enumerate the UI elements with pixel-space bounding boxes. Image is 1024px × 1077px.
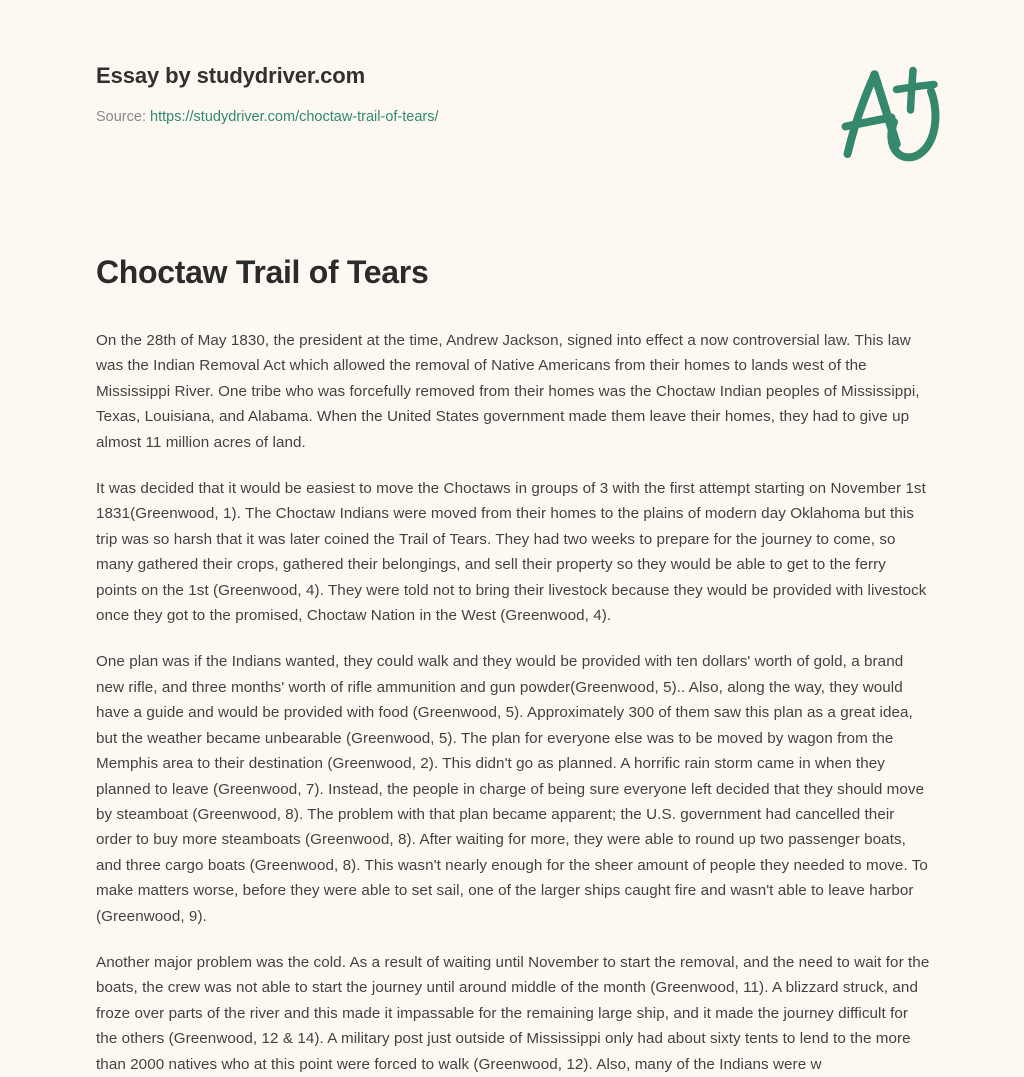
source-label: Source:: [96, 109, 146, 125]
paragraph: Another major problem was the cold. As a result of waiting until November to start the removal, and the need to wait for the boats, the crew was not able to start the journey until around middle of the month (Greenwood, 11). A blizzard struck, and froze over parts of the river and this made it impassable for the remaining large ship, and it made the journey difficult for the others (Greenwood, 12 & 14). A military post just outside of Mississippi only had about sixty tents to lend to the more than 2000 natives who at this point were forced to walk (Greenwood, 12). Also, many of the Indians were w: [96, 953, 930, 1073]
article-body: [96, 328, 930, 1077]
paragraph: It was decided that it would be easiest to move the Choctaws in groups of 3 with the first attempt starting on November 1st 1831(Greenwood, 1). The Choctaw Indians were moved from their homes to the plains of modern day Oklahoma but this trip was so harsh that it was later coined the Trail of Tears. They had two weeks to prepare for the journey to come, so many gathered their crops, gathered their belongings, and sell their property so they would be able to get to the ferry points on the 1st (Greenwood, 4). They were told not to bring their livestock because they would be provided with livestock once they got to the promised, Choctaw Nation in the West (Greenwood, 4).: [96, 480, 927, 625]
article: [96, 252, 930, 1077]
paragraph: On the 28th of May 1830, the president at the time, Andrew Jackson, signed into effect a now controversial law. This law was the Indian Removal Act which allowed the removal of Native Americans from their homes to lands west of the Mississippi River. One tribe who was forcefully removed from their homes was the Choctaw Indian peoples of Mississippi, Texas, Louisiana, and Alabama. When the United States government made them leave their homes, they had to give up almost 11 million acres of land.: [96, 332, 920, 451]
source-line: [96, 107, 928, 127]
page-title: Choctaw Trail of Tears: [96, 254, 429, 290]
a-plus-logo: [834, 62, 946, 172]
source-url-link[interactable]: https://studydriver.com/choctaw-trail-of-tears/: [150, 109, 439, 125]
page-header: [96, 62, 928, 182]
paragraph: One plan was if the Indians wanted, they could walk and they would be provided with ten dollars' worth of gold, a brand new rifle, and three months' worth of rifle ammunition and gun powder(Greenwood, 5).. Also, along the way, they would have a guide and would be provided with food (Greenwood, 5). Approximately 300 of them saw this plan as a great idea, but the weather became unbearable (Greenwood, 5). The plan for everyone else was to be moved by wagon from the Memphis area to their destination (Greenwood, 2). This didn't go as planned. A horrific rain storm came in when they planned to leave (Greenwood, 7). Instead, the people in charge of being sure everyone left decided that they should move by steamboat (Greenwood, 8). The problem with that plan became apparent; the U.S. government had cancelled their order to buy more steamboats (Greenwood, 8). After waiting for more, they were able to round up two passenger boats, and three cargo boats (Greenwood, 8). This wasn't nearly enough for the sheer amount of people they needed to move. To make matters worse, before they were able to set sail, one of the larger ships caught fire and wasn't able to leave harbor (Greenwood, 9).: [96, 653, 928, 925]
brand-title: Essay by studydriver.com: [96, 63, 366, 88]
